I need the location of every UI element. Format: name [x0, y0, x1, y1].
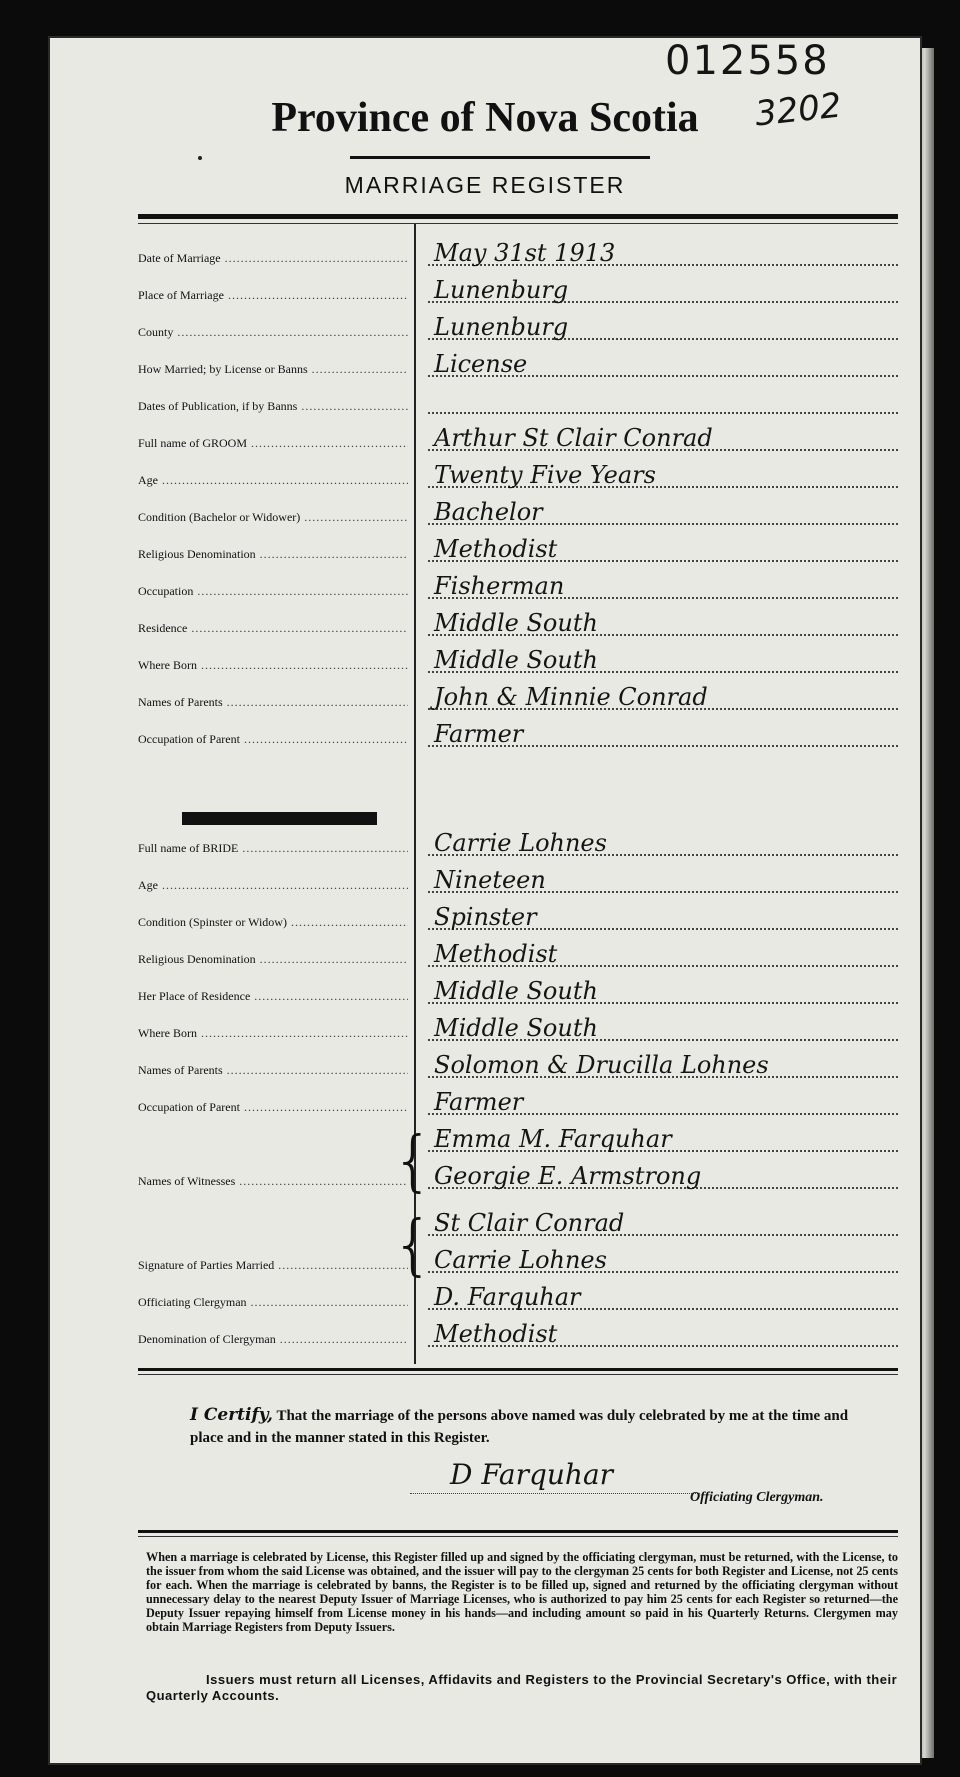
field-groom-parents	[138, 678, 898, 714]
clergyman-role-label: Officiating Clergyman.	[690, 1490, 824, 1505]
field-value: St Clair Conrad	[434, 1209, 625, 1237]
field-value: Carrie Lohnes	[434, 1246, 607, 1274]
field-label: Occupation .....	[138, 584, 408, 599]
field-label: Names of Parents .....	[138, 1063, 408, 1078]
field-label: Names of Witnesses .....	[138, 1174, 408, 1189]
field-value: Methodist	[434, 1320, 558, 1348]
field-groom-occupation	[138, 567, 898, 603]
notice-rule	[138, 1530, 898, 1533]
instructions-notice: When a marriage is celebrated by License, this Register filled up and signed by the officiating clergyman, must be returned, with the License, to the issuer from whom the said License was obtained, and the issuer will pay to the clergyman 25 cents for both Register and License, not 25 cents for each. When the marriage is celebrated by banns, the Register is to be filled up, signed and returned by the officiating clergyman without unnecessary delay to the nearest Deputy Issuer of Marriage Licenses, who is authorized to pay him 25 cents for each Register so returned—the Deputy Issuer repaying himself from License money in his hands—and including amount so paid in his Quarterly Returns. Clergymen may obtain Marriage Registers from Deputy Issuers.	[146, 1550, 898, 1634]
page-edge	[918, 48, 934, 1758]
field-label: Place of Marriage .....	[138, 288, 408, 303]
field-signature-groom	[138, 1204, 898, 1240]
field-label: Religious Denomination .....	[138, 952, 408, 967]
signature-line	[410, 1493, 700, 1494]
field-label: Signature of Parties Married .....	[138, 1258, 408, 1273]
field-label: Date of Marriage .....	[138, 251, 408, 266]
field-officiating-clergyman	[138, 1278, 898, 1314]
field-value: Lunenburg	[434, 313, 569, 341]
field-groom-religion	[138, 530, 898, 566]
field-label: Where Born .....	[138, 658, 408, 673]
field-value: Middle South	[434, 977, 598, 1005]
field-bride-parent-occupation	[138, 1083, 898, 1119]
field-bride-religion	[138, 935, 898, 971]
field-label: Residence .....	[138, 621, 408, 636]
field-label: Occupation of Parent .....	[138, 1100, 408, 1115]
field-value: Middle South	[434, 609, 598, 637]
field-groom-parent-occupation	[138, 715, 898, 751]
field-value: D. Farquhar	[434, 1283, 581, 1311]
field-groom-condition	[138, 493, 898, 529]
page-subtitle: MARRIAGE REGISTER	[344, 172, 626, 198]
field-label: Names of Parents .....	[138, 695, 408, 710]
field-value: Emma M. Farquhar	[434, 1125, 672, 1153]
field-value: Nineteen	[434, 866, 546, 894]
field-bride-parents	[138, 1046, 898, 1082]
field-value: Methodist	[434, 535, 558, 563]
field-witness-1	[138, 1120, 898, 1156]
field-label: Condition (Bachelor or Widower) .....	[138, 510, 408, 525]
section-rule-thin	[138, 1374, 898, 1375]
field-value: Arthur St Clair Conrad	[434, 424, 713, 452]
field-label: Dates of Publication, if by Banns .....	[138, 399, 408, 414]
field-label: Age .....	[138, 473, 408, 488]
issuer-footer: Issuers must return all Licenses, Affidavits and Registers to the Provincial Secretary's Office, with their Quarterly Accounts.	[146, 1672, 898, 1703]
certification-statement	[190, 1404, 870, 1449]
field-value: May 31st 1913	[434, 239, 616, 267]
field-value: Bachelor	[434, 498, 543, 526]
field-label: Full name of BRIDE .....	[138, 841, 408, 856]
field-value: Georgie E. Armstrong	[434, 1162, 702, 1190]
field-value: Twenty Five Years	[434, 461, 656, 489]
field-label: Religious Denomination .....	[138, 547, 408, 562]
field-value: Spinster	[434, 903, 537, 931]
field-value: Solomon & Drucilla Lohnes	[434, 1051, 769, 1079]
field-value: Farmer	[434, 720, 524, 748]
field-bride-condition	[138, 898, 898, 934]
field-how-married	[138, 345, 898, 381]
field-place-of-marriage	[138, 271, 898, 307]
register-page	[50, 38, 920, 1763]
field-county	[138, 308, 898, 344]
field-date-of-marriage	[138, 234, 898, 270]
field-value: Methodist	[434, 940, 558, 968]
field-groom-age	[138, 456, 898, 492]
field-groom-name	[138, 419, 898, 455]
field-groom-birthplace	[138, 641, 898, 677]
clergyman-signature: D Farquhar	[450, 1458, 614, 1491]
certify-text: That the marriage of the persons above named was duly celebrated by me at the time and place and in the manner stated in this Register.	[190, 1408, 849, 1446]
field-value: John & Minnie Conrad	[434, 683, 708, 711]
page-title: Province of Nova Scotia	[271, 95, 699, 141]
signatures-brace: {	[392, 1206, 434, 1283]
reference-number: 012558	[665, 38, 830, 84]
field-label: Occupation of Parent .....	[138, 732, 408, 747]
field-value: Fisherman	[434, 572, 565, 600]
field-value: Lunenburg	[434, 276, 569, 304]
certify-lead: I Certify,	[190, 1405, 273, 1425]
field-bride-age	[138, 861, 898, 897]
field-label: Officiating Clergyman .....	[138, 1295, 408, 1310]
field-label: Age .....	[138, 878, 408, 893]
field-label: Condition (Spinster or Widow) .....	[138, 915, 408, 930]
field-value: Middle South	[434, 646, 598, 674]
field-bride-residence	[138, 972, 898, 1008]
field-label: Her Place of Residence .....	[138, 989, 408, 1004]
field-clergy-denomination	[138, 1315, 898, 1351]
field-label: County .....	[138, 325, 408, 340]
field-signature-bride	[138, 1241, 898, 1277]
field-dates-of-publication	[138, 382, 898, 418]
witnesses-brace: {	[392, 1122, 434, 1199]
field-value: Farmer	[434, 1088, 524, 1116]
field-label: How Married; by License or Banns .....	[138, 362, 408, 377]
field-label: Full name of GROOM .....	[138, 436, 408, 451]
field-groom-residence	[138, 604, 898, 640]
notice-rule-thin	[138, 1536, 898, 1537]
field-witness-2	[138, 1157, 898, 1193]
field-bride-name	[138, 824, 898, 860]
field-label: Denomination of Clergyman .....	[138, 1332, 408, 1347]
side-number: 3202	[753, 85, 844, 135]
field-bride-birthplace	[138, 1009, 898, 1045]
section-rule	[138, 1368, 898, 1371]
field-value: Carrie Lohnes	[434, 829, 607, 857]
field-label: Where Born .....	[138, 1026, 408, 1041]
field-value: License	[434, 350, 528, 378]
field-value: Middle South	[434, 1014, 598, 1042]
